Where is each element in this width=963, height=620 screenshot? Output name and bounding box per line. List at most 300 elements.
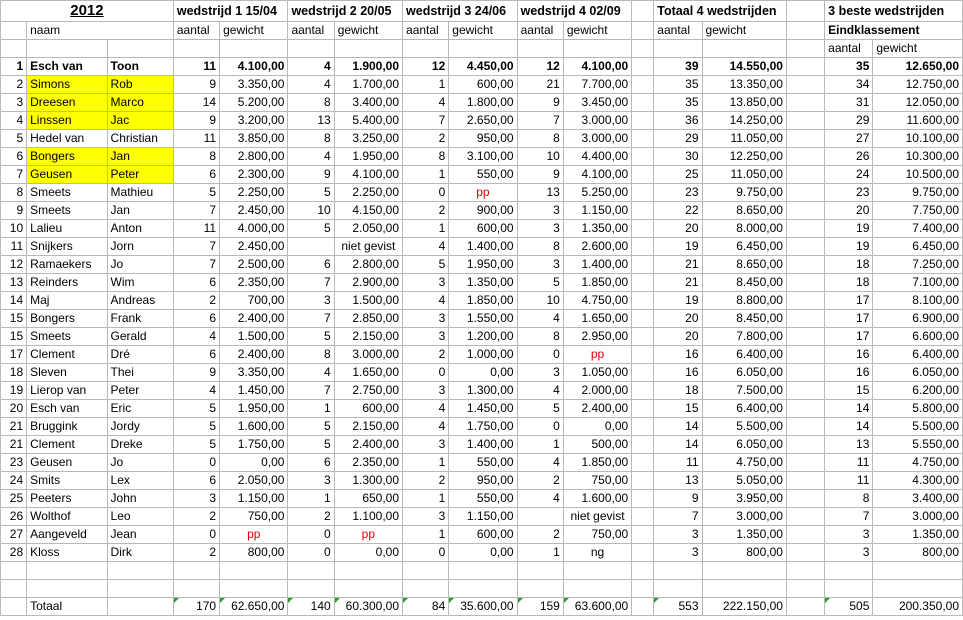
rank-cell: 15: [1, 310, 27, 328]
gewicht-cell: 3.000,00: [563, 112, 631, 130]
final-gewicht-cell: 7.100,00: [873, 274, 963, 292]
gewicht-cell: 2.400,00: [334, 436, 402, 454]
gewicht-cell: 650,00: [334, 490, 402, 508]
first-name-cell: Peter: [107, 166, 173, 184]
gewicht-cell: 3.350,00: [220, 76, 288, 94]
total-gewicht-cell: 8.650,00: [702, 256, 786, 274]
aantal-cell: 4: [403, 94, 449, 112]
totals-g1: 62.650,00: [220, 598, 288, 616]
gewicht-cell: 0,00: [449, 364, 517, 382]
spacer-cell: [786, 1, 824, 22]
total-gewicht-cell: 9.750,00: [702, 184, 786, 202]
rank-cell: 12: [1, 256, 27, 274]
gewicht-cell: ng: [563, 544, 631, 562]
spacer-cell: [632, 220, 654, 238]
gewicht-cell: 600,00: [449, 526, 517, 544]
first-name-cell: Leo: [107, 508, 173, 526]
aantal-cell: 7: [288, 274, 334, 292]
header-eindklassement: Eindklassement: [825, 22, 963, 40]
aantal-cell: 2: [517, 526, 563, 544]
total-aantal-cell: 25: [654, 166, 702, 184]
aantal-cell: 2: [403, 202, 449, 220]
aantal-cell: 1: [403, 166, 449, 184]
aantal-cell: 5: [288, 436, 334, 454]
total-gewicht-cell: 11.050,00: [702, 130, 786, 148]
aantal-cell: 9: [173, 364, 219, 382]
spacer-cell: [786, 130, 824, 148]
gewicht-cell: 950,00: [449, 472, 517, 490]
rank-cell: 6: [1, 148, 27, 166]
header-gewicht: gewicht: [702, 22, 786, 40]
first-name-cell: Jean: [107, 526, 173, 544]
aantal-cell: 12: [403, 58, 449, 76]
aantal-cell: 8: [517, 328, 563, 346]
gewicht-cell: 800,00: [220, 544, 288, 562]
last-name-cell: Kloss: [27, 544, 107, 562]
rank-cell: 7: [1, 166, 27, 184]
table-row: [1, 274, 963, 292]
header-aantal: aantal: [173, 22, 219, 40]
aantal-cell: 5: [288, 184, 334, 202]
aantal-cell: 4: [517, 454, 563, 472]
gewicht-cell: 1.650,00: [334, 364, 402, 382]
spacer-cell: [632, 310, 654, 328]
header-naam: naam: [27, 22, 174, 40]
final-gewicht-cell: 7.250,00: [873, 256, 963, 274]
final-aantal-cell: 13: [825, 436, 873, 454]
aantal-cell: 1: [403, 454, 449, 472]
gewicht-cell: 2.900,00: [334, 274, 402, 292]
final-aantal-cell: 18: [825, 256, 873, 274]
final-aantal-cell: 29: [825, 112, 873, 130]
final-gewicht-cell: 4.750,00: [873, 454, 963, 472]
gewicht-cell: 1.750,00: [449, 418, 517, 436]
aantal-cell: 7: [288, 382, 334, 400]
total-aantal-cell: 35: [654, 76, 702, 94]
gewicht-cell: 4.450,00: [449, 58, 517, 76]
rank-cell: 26: [1, 508, 27, 526]
gewicht-cell: 1.000,00: [449, 346, 517, 364]
aantal-cell: 8: [517, 130, 563, 148]
totals-tg: 222.150,00: [702, 598, 786, 616]
last-name-cell: Geusen: [27, 166, 107, 184]
last-name-cell: Clement: [27, 346, 107, 364]
aantal-cell: 2: [403, 346, 449, 364]
aantal-cell: 3: [517, 256, 563, 274]
last-name-cell: Clement: [27, 436, 107, 454]
rank-cell: 10: [1, 220, 27, 238]
aantal-cell: 6: [173, 346, 219, 364]
aantal-cell: 6: [173, 310, 219, 328]
final-aantal-cell: 16: [825, 346, 873, 364]
aantal-cell: 1: [403, 76, 449, 94]
spacer-cell: [786, 364, 824, 382]
last-name-cell: Sleven: [27, 364, 107, 382]
gewicht-cell: 2.250,00: [334, 184, 402, 202]
gewicht-cell: 2.050,00: [334, 220, 402, 238]
last-name-cell: Dreesen: [27, 94, 107, 112]
final-aantal-cell: 3: [825, 544, 873, 562]
total-aantal-cell: 13: [654, 472, 702, 490]
gewicht-cell: 750,00: [563, 472, 631, 490]
final-aantal-cell: 17: [825, 292, 873, 310]
gewicht-cell: 4.100,00: [563, 58, 631, 76]
aantal-cell: 4: [173, 382, 219, 400]
spacer-cell: [786, 58, 824, 76]
first-name-cell: Jo: [107, 454, 173, 472]
aantal-cell: 6: [288, 256, 334, 274]
rank-cell: 13: [1, 274, 27, 292]
totals-ta: 553: [654, 598, 702, 616]
total-gewicht-cell: 14.250,00: [702, 112, 786, 130]
gewicht-cell: 3.000,00: [334, 346, 402, 364]
spacer-cell: [786, 328, 824, 346]
gewicht-cell: 7.700,00: [563, 76, 631, 94]
totals-a3: 84: [403, 598, 449, 616]
total-aantal-cell: 19: [654, 238, 702, 256]
final-gewicht-cell: 12.750,00: [873, 76, 963, 94]
total-gewicht-cell: 5.050,00: [702, 472, 786, 490]
table-row: [1, 418, 963, 436]
aantal-cell: 1: [403, 526, 449, 544]
spacer-cell: [786, 454, 824, 472]
rank-cell: 19: [1, 382, 27, 400]
header-gewicht: gewicht: [449, 22, 517, 40]
header-gewicht: gewicht: [873, 40, 963, 58]
aantal-cell: 0: [403, 544, 449, 562]
aantal-cell: 3: [403, 382, 449, 400]
gewicht-cell: 2.350,00: [220, 274, 288, 292]
final-gewicht-cell: 6.200,00: [873, 382, 963, 400]
total-aantal-cell: 9: [654, 490, 702, 508]
first-name-cell: Peter: [107, 382, 173, 400]
header-aantal: aantal: [288, 22, 334, 40]
aantal-cell: 9: [517, 94, 563, 112]
table-row: [1, 454, 963, 472]
final-aantal-cell: 8: [825, 490, 873, 508]
final-aantal-cell: 14: [825, 418, 873, 436]
spacer-cell: [786, 256, 824, 274]
spacer-cell: [632, 58, 654, 76]
spacer-cell: [786, 472, 824, 490]
aantal-cell: 13: [288, 112, 334, 130]
header-row-titles: [1, 1, 963, 22]
table-row: [1, 490, 963, 508]
gewicht-cell: 5.200,00: [220, 94, 288, 112]
aantal-cell: 4: [403, 418, 449, 436]
aantal-cell: 7: [403, 112, 449, 130]
spacer-cell: [632, 94, 654, 112]
first-name-cell: Christian: [107, 130, 173, 148]
aantal-cell: 8: [173, 148, 219, 166]
gewicht-cell: 550,00: [449, 454, 517, 472]
rank-cell: 5: [1, 130, 27, 148]
spacer-cell: [786, 490, 824, 508]
total-gewicht-cell: 8.450,00: [702, 310, 786, 328]
table-row: [1, 112, 963, 130]
aantal-cell: 4: [288, 58, 334, 76]
final-gewicht-cell: 12.050,00: [873, 94, 963, 112]
gewicht-cell: 0,00: [449, 544, 517, 562]
aantal-cell: 1: [288, 400, 334, 418]
total-gewicht-cell: 4.750,00: [702, 454, 786, 472]
total-aantal-cell: 29: [654, 130, 702, 148]
aantal-cell: 7: [288, 310, 334, 328]
table-row: [1, 166, 963, 184]
gewicht-cell: 3.350,00: [220, 364, 288, 382]
total-aantal-cell: 16: [654, 346, 702, 364]
gewicht-cell: niet gevist: [563, 508, 631, 526]
gewicht-cell: 500,00: [563, 436, 631, 454]
total-aantal-cell: 36: [654, 112, 702, 130]
total-aantal-cell: 14: [654, 418, 702, 436]
aantal-cell: 8: [288, 94, 334, 112]
aantal-cell: 7: [173, 256, 219, 274]
total-aantal-cell: 20: [654, 220, 702, 238]
final-aantal-cell: 17: [825, 328, 873, 346]
gewicht-cell: 2.500,00: [220, 256, 288, 274]
aantal-cell: [288, 238, 334, 256]
final-aantal-cell: 3: [825, 526, 873, 544]
table-row: [1, 526, 963, 544]
total-gewicht-cell: 3.950,00: [702, 490, 786, 508]
aantal-cell: 8: [403, 148, 449, 166]
first-name-cell: Jo: [107, 256, 173, 274]
total-aantal-cell: 15: [654, 400, 702, 418]
aantal-cell: 3: [403, 328, 449, 346]
final-gewicht-cell: 1.350,00: [873, 526, 963, 544]
gewicht-cell: pp: [449, 184, 517, 202]
final-gewicht-cell: 11.600,00: [873, 112, 963, 130]
aantal-cell: 1: [403, 490, 449, 508]
final-gewicht-cell: 5.500,00: [873, 418, 963, 436]
aantal-cell: 5: [173, 184, 219, 202]
aantal-cell: 14: [173, 94, 219, 112]
final-aantal-cell: 16: [825, 364, 873, 382]
gewicht-cell: 4.000,00: [220, 220, 288, 238]
gewicht-cell: 2.000,00: [563, 382, 631, 400]
aantal-cell: 5: [173, 436, 219, 454]
aantal-cell: 3: [403, 508, 449, 526]
total-aantal-cell: 23: [654, 184, 702, 202]
total-aantal-cell: 21: [654, 256, 702, 274]
rank-cell: 23: [1, 454, 27, 472]
table-row: [1, 76, 963, 94]
gewicht-cell: 550,00: [449, 490, 517, 508]
final-gewicht-cell: 6.600,00: [873, 328, 963, 346]
aantal-cell: 0: [173, 526, 219, 544]
spacer-cell: [786, 418, 824, 436]
first-name-cell: Frank: [107, 310, 173, 328]
table-row: [1, 328, 963, 346]
table-row: [1, 256, 963, 274]
last-name-cell: Linssen: [27, 112, 107, 130]
gewicht-cell: 5.250,00: [563, 184, 631, 202]
last-name-cell: Simons: [27, 76, 107, 94]
final-aantal-cell: 11: [825, 454, 873, 472]
final-aantal-cell: 24: [825, 166, 873, 184]
spacer-cell: [632, 238, 654, 256]
aantal-cell: 5: [173, 400, 219, 418]
total-gewicht-cell: 7.800,00: [702, 328, 786, 346]
aantal-cell: 0: [517, 346, 563, 364]
gewicht-cell: 550,00: [449, 166, 517, 184]
total-aantal-cell: 30: [654, 148, 702, 166]
spacer-cell: [786, 346, 824, 364]
gewicht-cell: 600,00: [449, 220, 517, 238]
aantal-cell: 5: [173, 418, 219, 436]
gewicht-cell: 3.200,00: [220, 112, 288, 130]
last-name-cell: Wolthof: [27, 508, 107, 526]
final-gewicht-cell: 5.800,00: [873, 400, 963, 418]
spacer-cell: [632, 382, 654, 400]
final-aantal-cell: 14: [825, 400, 873, 418]
aantal-cell: 3: [403, 310, 449, 328]
gewicht-cell: 1.800,00: [449, 94, 517, 112]
last-name-cell: Bruggink: [27, 418, 107, 436]
final-aantal-cell: 23: [825, 184, 873, 202]
first-name-cell: Jan: [107, 202, 173, 220]
total-gewicht-cell: 6.050,00: [702, 364, 786, 382]
gewicht-cell: 700,00: [220, 292, 288, 310]
aantal-cell: 2: [403, 130, 449, 148]
total-gewicht-cell: 8.800,00: [702, 292, 786, 310]
rank-cell: 20: [1, 400, 27, 418]
header-aantal: aantal: [654, 22, 702, 40]
first-name-cell: Dirk: [107, 544, 173, 562]
aantal-cell: 0: [403, 184, 449, 202]
last-name-cell: Ramaekers: [27, 256, 107, 274]
header-row-sub: [1, 40, 963, 58]
spacer-cell: [786, 310, 824, 328]
gewicht-cell: 2.400,00: [220, 346, 288, 364]
aantal-cell: 12: [517, 58, 563, 76]
spacer-cell: [786, 76, 824, 94]
spacer-cell: [632, 112, 654, 130]
aantal-cell: 11: [173, 220, 219, 238]
aantal-cell: 6: [173, 472, 219, 490]
header-totaal-4: Totaal 4 wedstrijden: [654, 1, 787, 22]
final-aantal-cell: 26: [825, 148, 873, 166]
first-name-cell: Marco: [107, 94, 173, 112]
spacer-cell: [786, 598, 824, 616]
gewicht-cell: 900,00: [449, 202, 517, 220]
last-name-cell: Snijkers: [27, 238, 107, 256]
final-aantal-cell: 19: [825, 220, 873, 238]
total-gewicht-cell: 13.350,00: [702, 76, 786, 94]
spacer-cell: [786, 238, 824, 256]
gewicht-cell: 1.150,00: [563, 202, 631, 220]
gewicht-cell: pp: [220, 526, 288, 544]
header-wedstrijd-2: wedstrijd 2 20/05: [288, 1, 403, 22]
gewicht-cell: pp: [334, 526, 402, 544]
final-gewicht-cell: 9.750,00: [873, 184, 963, 202]
gewicht-cell: 1.400,00: [449, 436, 517, 454]
totals-eg: 200.350,00: [873, 598, 963, 616]
final-gewicht-cell: 3.000,00: [873, 508, 963, 526]
spacer-cell: [632, 364, 654, 382]
header-aantal: aantal: [517, 22, 563, 40]
rank-cell: 3: [1, 94, 27, 112]
last-name-cell: Aangeveld: [27, 526, 107, 544]
total-aantal-cell: 11: [654, 454, 702, 472]
gewicht-cell: 4.100,00: [334, 166, 402, 184]
rank-cell: 28: [1, 544, 27, 562]
gewicht-cell: 1.650,00: [563, 310, 631, 328]
rank-cell: 1: [1, 58, 27, 76]
table-row: [1, 364, 963, 382]
empty-row: [1, 580, 963, 598]
table-row: [1, 436, 963, 454]
total-gewicht-cell: 13.850,00: [702, 94, 786, 112]
total-aantal-cell: 7: [654, 508, 702, 526]
header-gewicht: gewicht: [563, 22, 631, 40]
aantal-cell: 6: [173, 166, 219, 184]
aantal-cell: 2: [173, 544, 219, 562]
rank-cell: 11: [1, 238, 27, 256]
total-aantal-cell: 35: [654, 94, 702, 112]
last-name-cell: Esch van: [27, 400, 107, 418]
final-aantal-cell: 15: [825, 382, 873, 400]
final-gewicht-cell: 6.400,00: [873, 346, 963, 364]
aantal-cell: 9: [517, 166, 563, 184]
table-row: [1, 382, 963, 400]
gewicht-cell: 1.450,00: [449, 400, 517, 418]
total-aantal-cell: 3: [654, 526, 702, 544]
aantal-cell: 6: [288, 454, 334, 472]
spacer-cell: [632, 346, 654, 364]
total-aantal-cell: 20: [654, 310, 702, 328]
first-name-cell: Thei: [107, 364, 173, 382]
last-name-cell: Smeets: [27, 202, 107, 220]
aantal-cell: 0: [403, 364, 449, 382]
gewicht-cell: 4.400,00: [563, 148, 631, 166]
final-gewicht-cell: 10.100,00: [873, 130, 963, 148]
first-name-cell: Andreas: [107, 292, 173, 310]
total-gewicht-cell: 7.500,00: [702, 382, 786, 400]
final-gewicht-cell: 10.500,00: [873, 166, 963, 184]
gewicht-cell: 0,00: [563, 418, 631, 436]
gewicht-cell: 1.350,00: [563, 220, 631, 238]
last-name-cell: Bongers: [27, 310, 107, 328]
aantal-cell: 10: [517, 292, 563, 310]
total-aantal-cell: 19: [654, 292, 702, 310]
first-name-cell: Jac: [107, 112, 173, 130]
spacer-cell: [632, 490, 654, 508]
spacer-cell: [632, 526, 654, 544]
table-row: [1, 58, 963, 76]
last-name-cell: Reinders: [27, 274, 107, 292]
final-gewicht-cell: 5.550,00: [873, 436, 963, 454]
first-name-cell: Jan: [107, 148, 173, 166]
gewicht-cell: 600,00: [449, 76, 517, 94]
gewicht-cell: 3.850,00: [220, 130, 288, 148]
aantal-cell: 4: [403, 292, 449, 310]
gewicht-cell: 1.750,00: [220, 436, 288, 454]
aantal-cell: 10: [517, 148, 563, 166]
total-gewicht-cell: 6.050,00: [702, 436, 786, 454]
aantal-cell: 3: [288, 292, 334, 310]
gewicht-cell: pp: [563, 346, 631, 364]
table-row: [1, 238, 963, 256]
totals-label: Totaal: [27, 598, 107, 616]
gewicht-cell: 2.450,00: [220, 238, 288, 256]
total-gewicht-cell: 8.450,00: [702, 274, 786, 292]
totals-row: [1, 598, 963, 616]
spacer-cell: [786, 436, 824, 454]
spacer-cell: [632, 292, 654, 310]
aantal-cell: 0: [288, 544, 334, 562]
